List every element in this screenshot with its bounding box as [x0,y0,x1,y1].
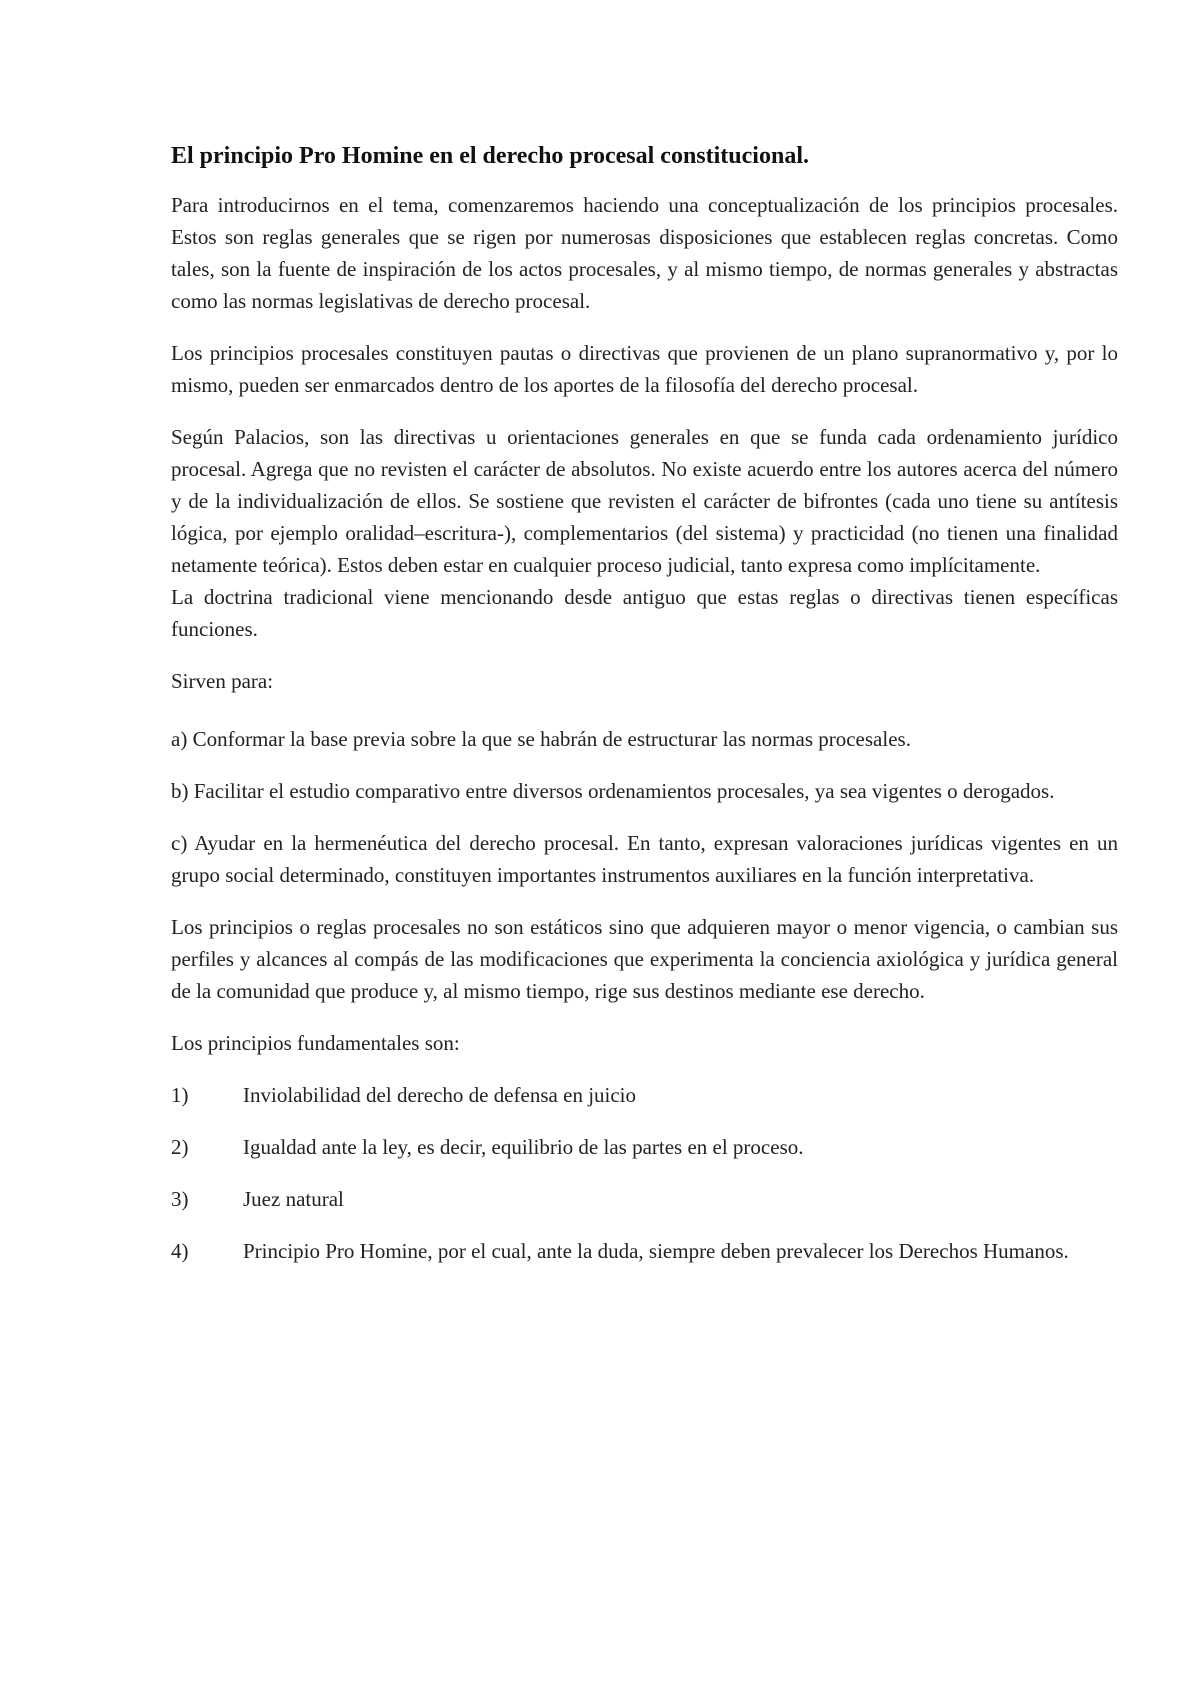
paragraph-doctrine: La doctrina tradicional viene mencionando desde antiguo que estas reglas o directivas tienen específicas funciones. [171,585,1118,641]
list-text: Igualdad ante la ley, es decir, equilibrio de las partes en el proceso. [243,1135,804,1159]
list-number: 4) [171,1239,189,1263]
paragraph-supranormative: Los principios procesales constituyen pautas o directivas que provienen de un plano supranormativo y, por lo mismo, pueden ser enmarcados dentro de los aportes de la filosofía del derecho procesal. [171,341,1118,397]
paragraph-not-static: Los principios o reglas procesales no son estáticos sino que adquieren mayor o menor vigencia, o cambian sus perfiles y alcances al compás de las modificaciones que experimenta la conciencia axiológica y jurídica general de la comunidad que produce y, al mismo tiempo, rige sus destinos mediante ese derecho. [171,915,1118,1003]
list-item [171,1131,1118,1163]
paragraph-function-c: c) Ayudar en la hermenéutica del derecho procesal. En tanto, expresan valoraciones jurídicas vigentes en un grupo social determinado, constituyen importantes instrumentos auxiliares en la función interpretativa. [171,831,1118,887]
list-text: Inviolabilidad del derecho de defensa en juicio [243,1083,637,1107]
paragraph-palacios: Según Palacios, son las directivas u orientaciones generales en que se funda cada ordenamiento jurídico procesal. Agrega que no revisten el carácter de absolutos. No existe acuerdo entre los autores acerca del número y de la individualización de ellos. Se sostiene que revisten el carácter de bifrontes (cada uno tiene su antítesis lógica, por ejemplo oralidad–escritura-), complementarios (del sistema) y practicidad (no tienen una finalidad netamente teórica). Estos deben estar en cualquier proceso judicial, tanto expresa como implícitamente. [171,425,1118,577]
list-item [171,1183,1118,1215]
paragraph-function-a: a) Conformar la base previa sobre la que se habrán de estructurar las normas procesales. [171,727,911,751]
list-number: 2) [171,1135,189,1159]
list-item [171,1235,1118,1267]
paragraph-intro: Para introducirnos en el tema, comenzaremos haciendo una conceptualización de los principios procesales. Estos son reglas generales que se rigen por numerosas disposiciones que establecen reglas concretas. Como tales, son la fuente de inspiración de los actos procesales, y al mismo tiempo, de normas generales y abstractas como las normas legislativas de derecho procesal. [171,193,1118,313]
list-text: Principio Pro Homine, por el cual, ante la duda, siempre deben prevalecer los Derechos Humanos. [243,1239,1069,1263]
paragraph-sirven-para: Sirven para: [171,669,274,693]
document-page [171,141,1118,1287]
list-number: 3) [171,1187,189,1211]
paragraph-principles-intro: Los principios fundamentales son: [171,1031,460,1055]
list-item [171,1079,1118,1111]
list-number: 1) [171,1083,189,1107]
paragraph-function-b: b) Facilitar el estudio comparativo entre diversos ordenamientos procesales, ya sea vigentes o derogados. [171,779,1055,803]
list-text: Juez natural [243,1187,344,1211]
document-title: El principio Pro Homine en el derecho procesal constitucional. [171,143,809,169]
